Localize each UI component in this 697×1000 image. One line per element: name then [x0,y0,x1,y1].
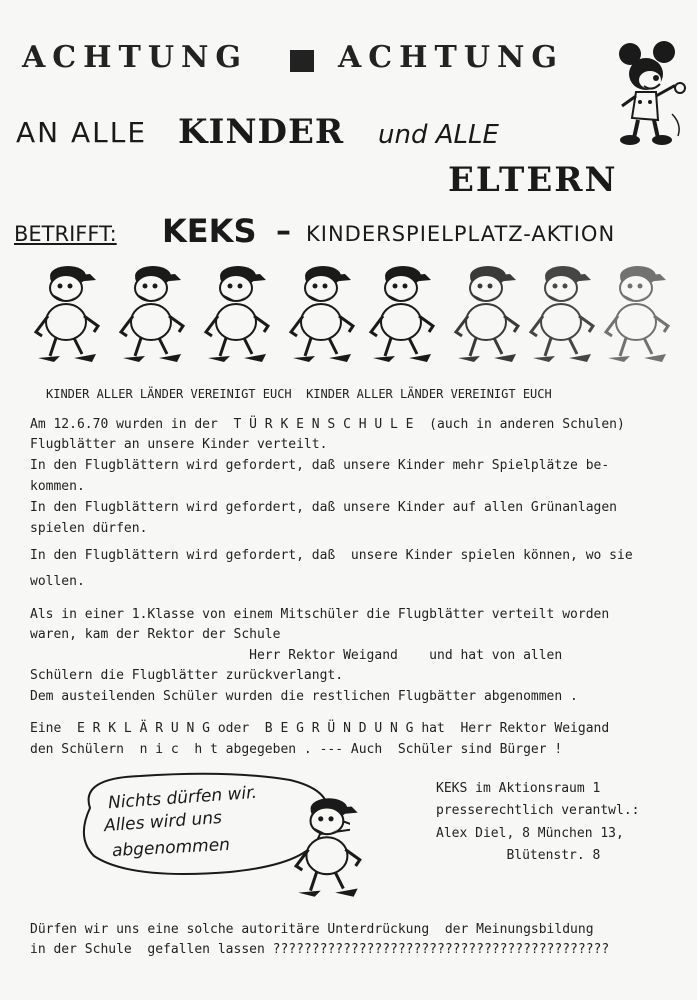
header-eltern: ELTERN [448,160,618,200]
duckling-illustration [450,258,528,370]
imprint-line: presserechtlich verantwl.: [436,803,640,818]
betrifft-label: BETRIFFT: [14,222,117,246]
bubble-line-1: Nichts dürfen wir. [107,782,258,814]
body-line: Schülern die Flugblätter zurückverlangt. [30,668,344,683]
duckling-illustration [365,258,443,370]
body-line: kommen. [30,479,85,494]
duckling-illustration [285,258,363,370]
body-line: In den Flugblättern wird gefordert, daß unsere Kinder auf allen Grünanlagen [30,500,617,515]
header-achtung-left: ACHTUNG [22,40,249,75]
duckling-illustration [600,258,678,370]
aktion-title: KINDERSPIELPLATZ-AKTION [306,222,616,246]
body-line: Herr Rektor Weigand und hat von allen [30,648,563,663]
body-line: Dem austeilenden Schüler wurden die restlichen Flugbätter abgenommen . [30,689,578,704]
bubble-line-3: abgenommen [111,834,231,862]
body-line: wollen. [30,574,85,589]
duckling-illustration [290,790,370,905]
imprint-line: Alex Diel, 8 München 13, [436,826,624,841]
bubble-line-2: Alles wird uns [103,807,223,837]
mickey-mouse-icon [608,40,688,150]
closing-line: Dürfen wir uns eine solche autoritäre Unterdrückung der Meinungsbildung [30,922,594,937]
body-line: In den Flugblättern wird gefordert, daß unsere Kinder spielen können, wo sie [30,548,633,563]
imprint-line: Blütenstr. 8 [436,848,601,863]
body-line: In den Flugblättern wird gefordert, daß unsere Kinder mehr Spielplätze be- [30,458,610,473]
slogan: KINDER ALLER LÄNDER VEREINIGT EUCH KINDER ALLER LÄNDER VEREINIGT EUCH [46,387,552,401]
duckling-illustration [30,258,108,370]
header-und-alle: und ALLE [378,120,499,150]
header-kinder: KINDER [178,112,345,152]
body-line: Am 12.6.70 wurden in der T Ü R K E N S C H U L E (auch in anderen Schulen) [30,417,625,432]
header-achtung-right: ACHTUNG [338,40,565,75]
body-line: Als in einer 1.Klasse von einem Mitschüler die Flugblätter verteilt worden [30,607,610,622]
duckling-illustration [200,258,278,370]
keks-title: KEKS [162,212,257,250]
duckling-illustration [115,258,193,370]
body-line: Eine E R K L Ä R U N G oder B E G R Ü N D U N G hat Herr Rektor Weigand [30,721,610,736]
title-dash: – [276,214,291,249]
body-line: den Schülern n i c h t abgegeben . --- Auch Schüler sind Bürger ! [30,742,563,757]
header-an-alle: AN ALLE [16,116,148,149]
body-line: spielen dürfen. [30,521,148,536]
header-separator-block [290,50,314,72]
duckling-illustration [525,258,603,370]
imprint-line: KEKS im Aktionsraum 1 [436,781,601,796]
closing-line: in der Schule gefallen lassen ??????????????????????????????????????????? [30,942,610,957]
body-line: waren, kam der Rektor der Schule [30,627,281,642]
body-line: Flugblätter an unsere Kinder verteilt. [30,437,328,452]
